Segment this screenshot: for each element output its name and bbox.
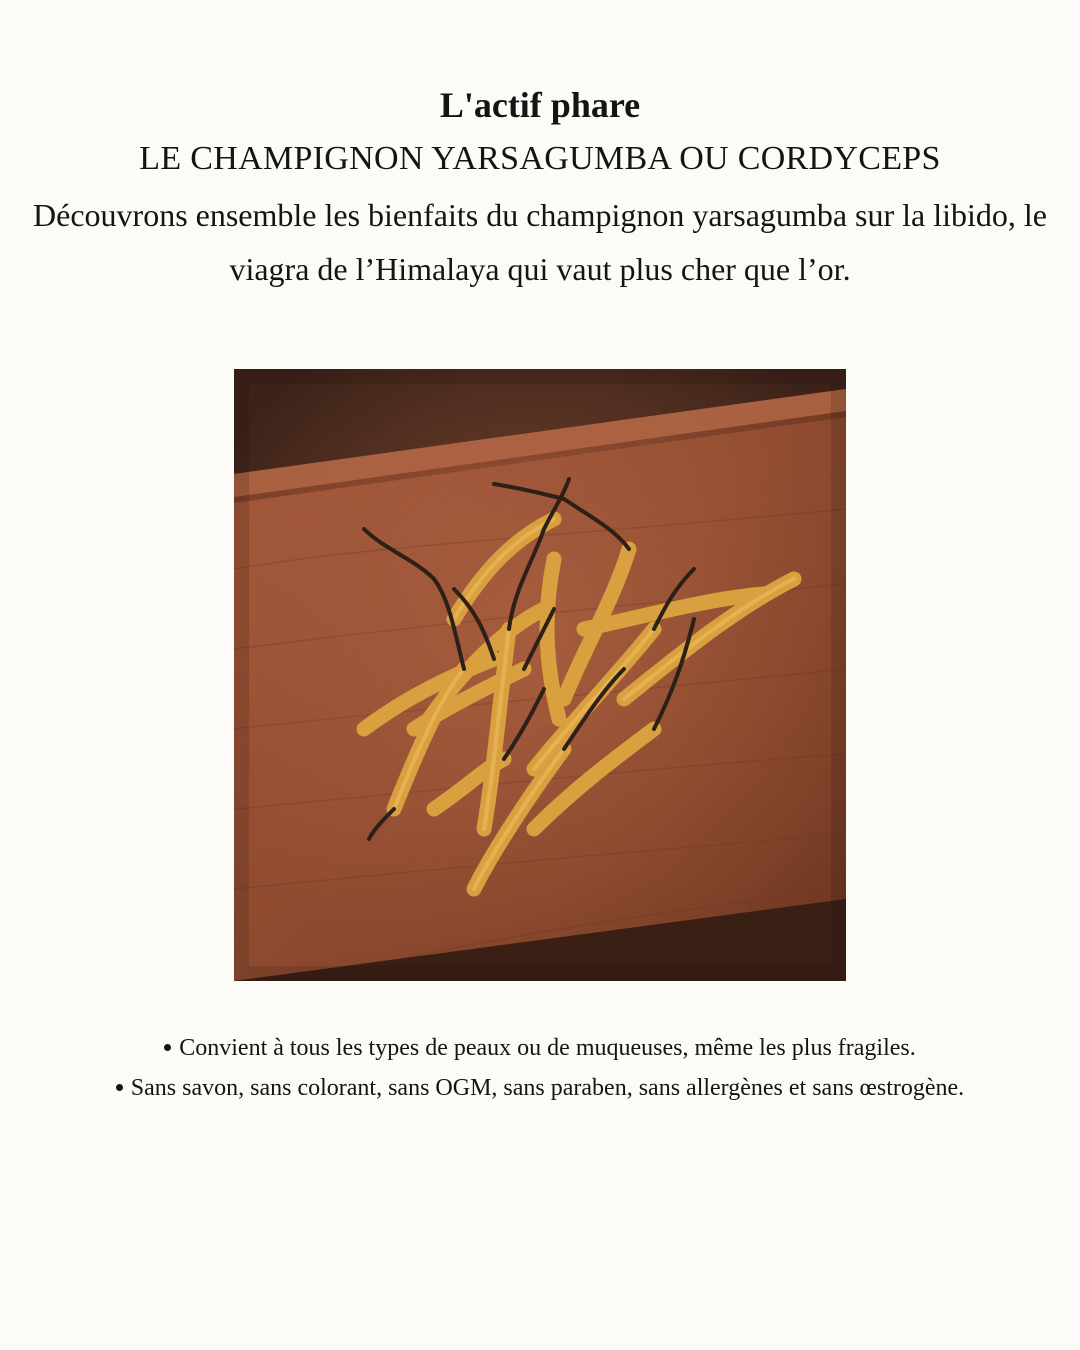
subtitle: LE CHAMPIGNON YARSAGUMBA OU CORDYCEPS bbox=[139, 140, 941, 177]
list-item-text: Convient à tous les types de peaux ou de muqueuses, même les plus fragiles. bbox=[179, 1035, 916, 1061]
intro-text: Découvrons ensemble les bienfaits du champignon yarsagumba sur la libido, le viagra de l’Himalaya qui vaut plus cher que l’or. bbox=[33, 197, 1047, 287]
bullet-icon bbox=[164, 1044, 171, 1051]
headline: L'actif phare bbox=[439, 85, 641, 125]
list-item bbox=[0, 1028, 1080, 1068]
feature-list bbox=[0, 1028, 1080, 1108]
header bbox=[0, 80, 1080, 296]
list-item bbox=[0, 1068, 1080, 1108]
cordyceps-photo bbox=[234, 369, 846, 981]
list-item-text: Sans savon, sans colorant, sans OGM, sans paraben, sans allergènes et sans œstrogène. bbox=[130, 1075, 965, 1101]
bullet-icon bbox=[116, 1084, 123, 1091]
